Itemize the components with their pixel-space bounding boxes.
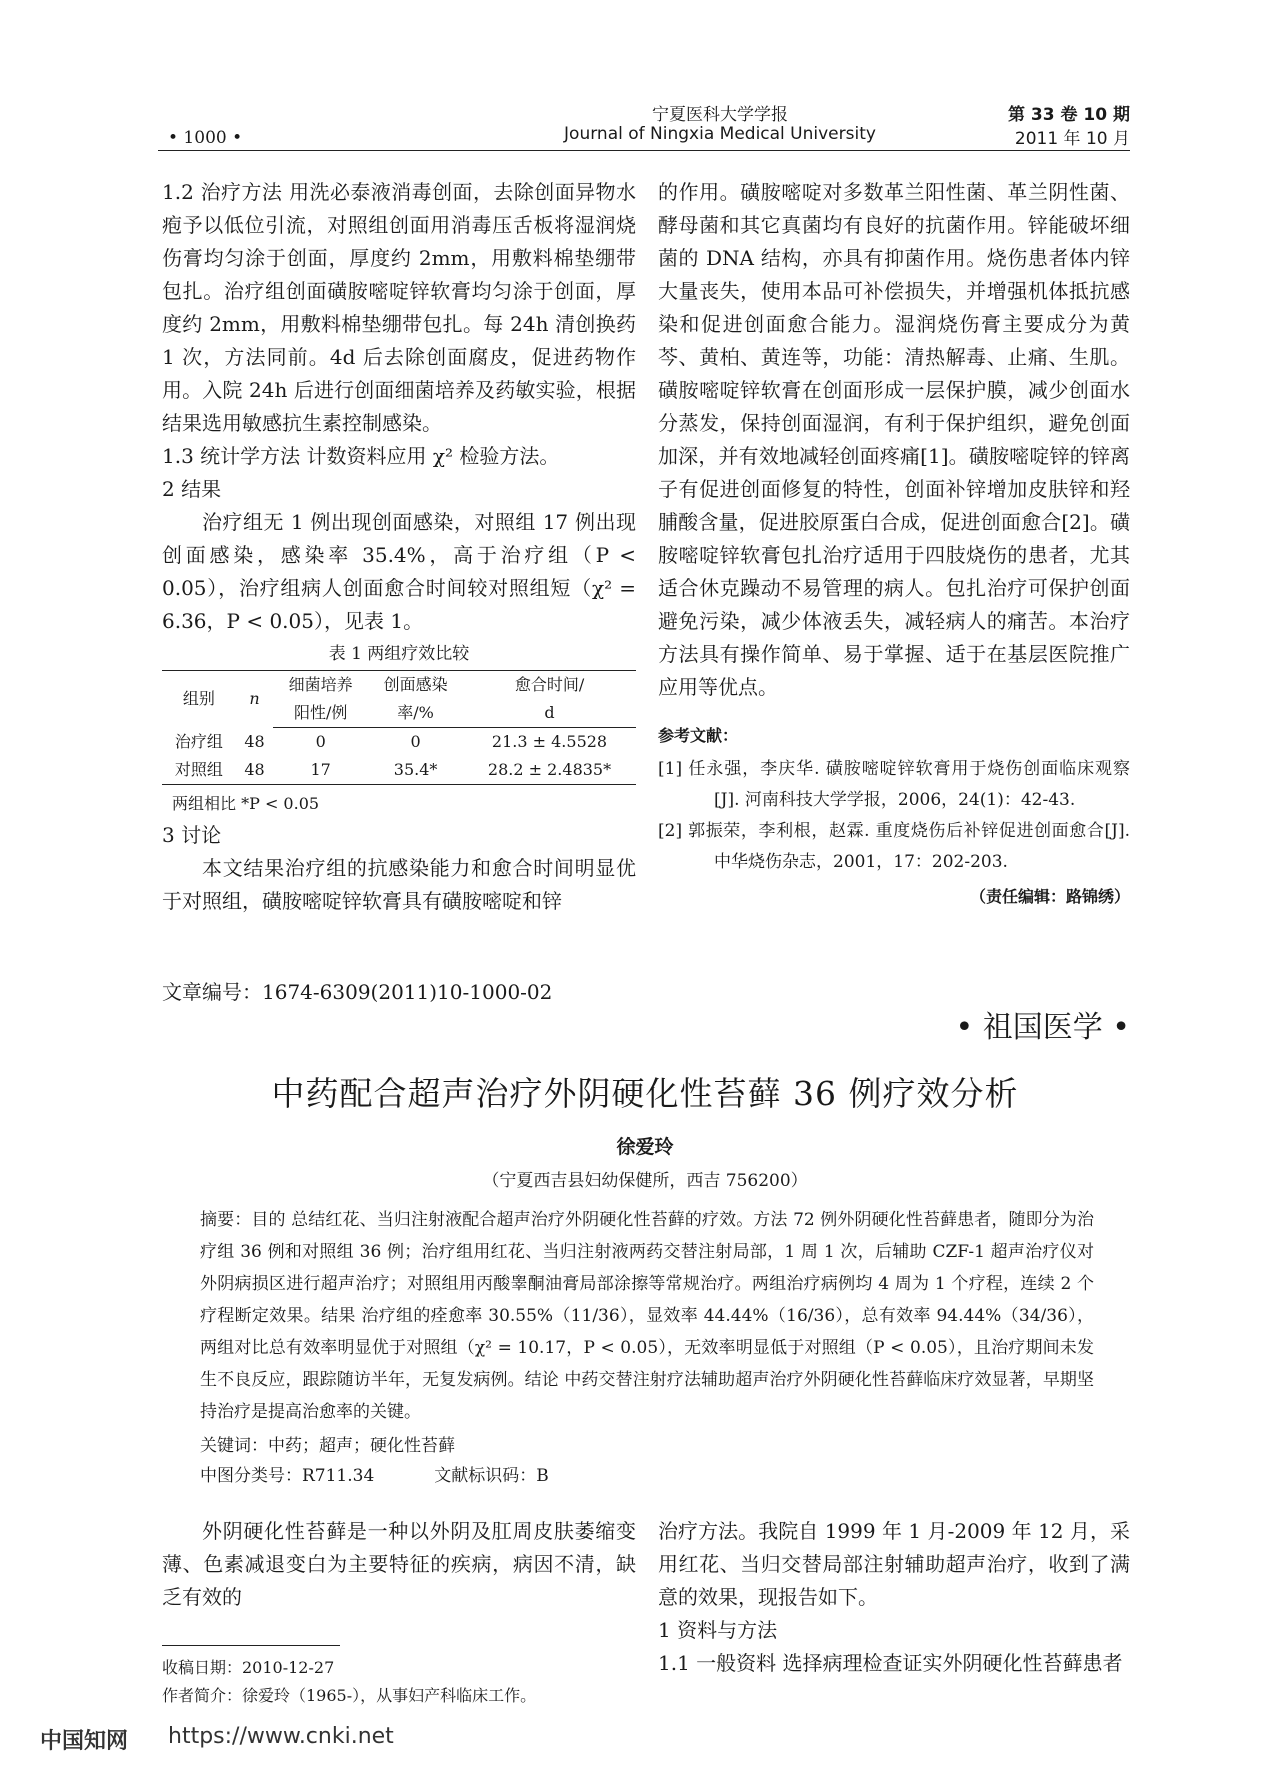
materials-methods-heading: 1 资料与方法	[658, 1618, 778, 1642]
col-header-healing-unit: d	[463, 699, 636, 728]
keywords: 关键词：中药；超声；硬化性苔藓	[200, 1436, 455, 1456]
reference-item: [1] 任永强，李庆华. 磺胺嘧啶锌软膏用于烧伤创面临床观察[J]. 河南科技大学学报，2006，24(1)：42-43.	[658, 759, 1130, 810]
lower-left-column	[162, 1515, 636, 1614]
page-number: • 1000 •	[168, 128, 243, 148]
results-heading: 2 结果	[162, 477, 222, 501]
col-header-infection-unit: 率/%	[368, 699, 463, 728]
results-paragraph: 治疗组无 1 例出现创面感染，对照组 17 例出现创面感染，感染率 35.4%，高于治疗组（P < 0.05），治疗组病人创面愈合时间较对照组短（χ² = 6.36，P < 0.05），见表 1。	[162, 510, 636, 633]
author-name: 徐爱玲	[616, 1136, 674, 1158]
classification-line	[200, 1462, 1094, 1490]
cell-group: 治疗组	[174, 731, 223, 751]
statistics-paragraph: 1.3 统计学方法 计数资料应用 χ² 检验方法。	[162, 444, 560, 468]
col-header-infection: 创面感染	[368, 671, 463, 700]
discussion-heading: 3 讨论	[162, 823, 222, 847]
discussion-paragraph: 本文结果治疗组的抗感染能力和愈合时间明显优于对照组，磺胺嘧啶锌软膏具有磺胺嘧啶和锌	[162, 856, 636, 913]
cnki-logo-text: 中国知网	[40, 1729, 129, 1754]
cell-n: 48	[236, 756, 273, 785]
col-header-group: 组别	[162, 671, 236, 728]
col-header-healing: 愈合时间/	[463, 671, 636, 700]
table-note: 两组相比 *P < 0.05	[172, 794, 320, 813]
lower-right-column	[658, 1515, 1130, 1680]
intro-continued: 治疗方法。我院自 1999 年 1 月-2009 年 12 月，采用红花、当归交替局部注射辅助超声治疗，收到了满意的效果，现报告如下。	[658, 1519, 1130, 1609]
author-info: 作者简介：徐爱玲（1965-），从事妇产科临床工作。	[162, 1686, 537, 1705]
cell-healing: 28.2 ± 2.4835*	[463, 756, 636, 785]
author-affiliation: （宁夏西吉县妇幼保健所，西吉 756200）	[482, 1171, 808, 1191]
volume-issue: 第 33 卷 10 期	[1008, 105, 1130, 125]
cnki-url: https://www.cnki.net	[168, 1724, 394, 1749]
article-number: 文章编号：1674-6309(2011)10-1000-02	[162, 980, 553, 1004]
cell-n: 48	[244, 731, 265, 751]
cell-culture: 0	[315, 732, 326, 751]
table-caption: 表 1 两组疗效比较	[328, 644, 470, 664]
references-title: 参考文献：	[658, 726, 739, 745]
document-code: 文献标识码：B	[434, 1466, 549, 1486]
cell-infection: 35.4*	[368, 756, 463, 785]
journal-name-en: Journal of Ningxia Medical University	[564, 124, 876, 144]
cell-culture: 17	[273, 756, 368, 785]
upper-right-column	[658, 176, 1130, 912]
effect-table	[162, 670, 636, 785]
clc-number: 中图分类号：R711.34	[200, 1466, 375, 1486]
methods-paragraph: 1.2 治疗方法 用洗必泰液消毒创面，去除创面异物水疱予以低位引流，对照组创面用消毒压舌板将湿润烧伤膏均匀涂于创面，厚度约 2mm，用敷料棉垫绷带包扎。治疗组创面磺胺嘧啶锌软膏均匀涂于创面，厚度约 2mm，用敷料棉垫绷带包扎。每 24h 清创换药 1 次，方法同前。4d 后去除创面腐皮，促进药物作用。入院 24h 后进行创面细菌培养及药敏实验，根据结果选用敏感抗生素控制感染。	[162, 180, 636, 435]
reference-item: [2] 郭振荣，李利根，赵霖. 重度烧伤后补锌促进创面愈合[J]. 中华烧伤杂志，2001，17：202-203.	[658, 821, 1130, 872]
intro-paragraph: 外阴硬化性苔藓是一种以外阴及肛周皮肤萎缩变薄、色素减退变白为主要特征的疾病，病因不清，缺乏有效的	[162, 1519, 636, 1609]
journal-name-cn: 宁夏医科大学学报	[652, 105, 788, 125]
col-header-culture: 细菌培养	[273, 671, 368, 700]
footnote-rule	[162, 1645, 340, 1646]
table-row	[162, 756, 636, 785]
discussion-continued: 的作用。磺胺嘧啶对多数革兰阳性菌、革兰阴性菌、酵母菌和其它真菌均有良好的抗菌作用。锌能破坏细菌的 DNA 结构，亦具有抑菌作用。烧伤患者体内锌大量丧失，使用本品可补偿损失，并增强机体抵抗感染和促进创面愈合能力。湿润烧伤膏主要成分为黄芩、黄柏、黄连等，功能：清热解毒、止痛、生肌。磺胺嘧啶锌软膏在创面形成一层保护膜，减少创面水分蒸发，保持创面湿润，有利于保护组织，避免创面加深，并有效地减轻创面疼痛[1]。磺胺嘧啶锌的锌离子有促进创面修复的特性，创面补锌增加皮肤锌和羟脯酸含量，促进胶原蛋白合成，促进创面愈合[2]。磺胺嘧啶锌软膏包扎治疗适用于四肢烧伤的患者，尤其适合休克躁动不易管理的病人。包扎治疗可保护创面避免污染，减少体液丢失，减轻病人的痛苦。本治疗方法具有操作简单、易于掌握、适于在基层医院推广应用等优点。	[658, 180, 1130, 699]
abstract: 摘要：目的 总结红花、当归注射液配合超声治疗外阴硬化性苔藓的疗效。方法 72 例外阴硬化性苔藓患者，随即分为治疗组 36 例和对照组 36 例；治疗组用红花、当归注射液两药交替注射局部，1 周 1 次，后辅助 CZF-1 超声治疗仪对外阴病损区进行超声治疗；对照组用丙酸睾酮油膏局部涂擦等常规治疗。两组治疗病例均 4 周为 1 个疗程，连续 2 个疗程断定效果。结果 治疗组的痊愈率 30.55%（11/36），显效率 44.44%（16/36），总有效率 94.44%（34/36），两组对比总有效率明显优于对照组（χ² = 10.17，P < 0.05），无效率明显低于对照组（P < 0.05），且治疗期间未发生不良反应，跟踪随访半年，无复发病例。结论 中药交替注射疗法辅助超声治疗外阴硬化性苔藓临床疗效显著，早期坚持治疗是提高治愈率的关键。	[200, 1210, 1094, 1422]
general-data-heading: 1.1 一般资料 选择病理检查证实外阴硬化性苔藓患者	[658, 1651, 1123, 1675]
article-title: 中药配合超声治疗外阴硬化性苔藓 36 例疗效分析	[271, 1074, 1019, 1113]
cell-healing: 21.3 ± 4.5528	[491, 732, 608, 751]
responsible-editor: （责任编辑：路锦绣）	[969, 887, 1130, 906]
col-header-n: n	[236, 671, 273, 728]
col-header-culture-unit: 阳性/例	[273, 699, 368, 728]
cell-group: 对照组	[162, 756, 236, 785]
received-date: 收稿日期：2010-12-27	[162, 1658, 335, 1677]
table-row	[162, 728, 636, 757]
upper-left-column	[162, 176, 636, 918]
header-rule	[158, 150, 1130, 151]
section-tag: • 祖国医学 •	[955, 1010, 1130, 1045]
issue-date: 2011 年 10 月	[1014, 129, 1130, 149]
cell-infection: 0	[410, 732, 421, 751]
